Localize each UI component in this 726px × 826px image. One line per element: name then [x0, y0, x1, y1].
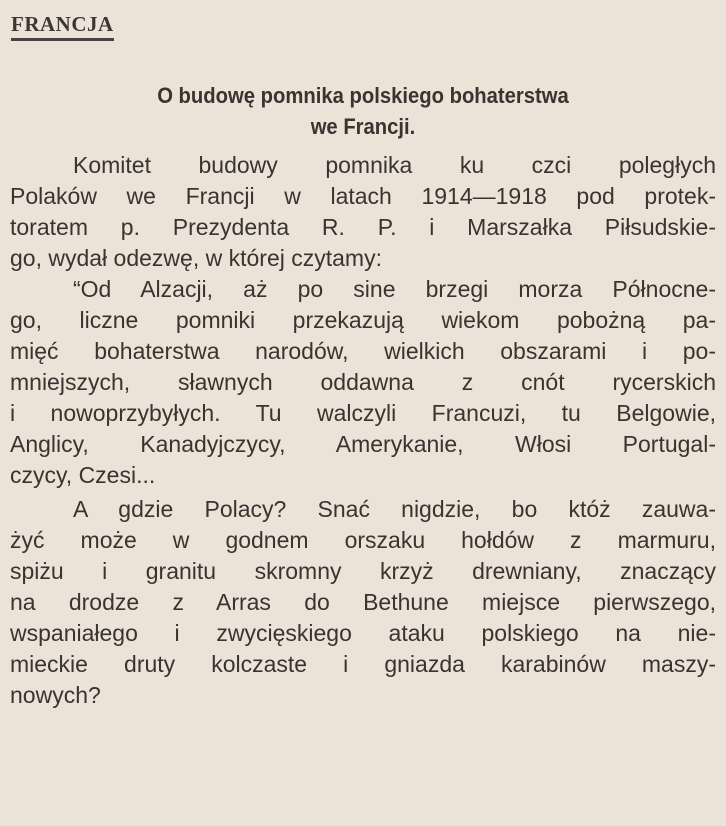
text-line: i nowoprzybyłych. Tu walczyli Francuzi, tu Belgowie, [10, 400, 716, 426]
text-line: nowych? [10, 682, 101, 708]
text-line: mięć bohaterstwa narodów, wielkich obszarami i po- [10, 338, 716, 364]
text-line: mieckie druty kolczaste i gniazda karabinów maszy- [10, 651, 716, 677]
title-line: we Francji. [310, 114, 416, 139]
article-title [29, 80, 697, 142]
article-body [10, 150, 716, 711]
paragraph [10, 274, 716, 491]
section-label: FRANCJA [11, 12, 114, 41]
text-line: Anglicy, Kanadyjczycy, Amerykanie, Włosi Portugal- [10, 431, 716, 457]
text-line: spiżu i granitu skromny krzyż drewniany, znaczący [10, 558, 716, 584]
paragraph [10, 494, 716, 711]
paragraph [10, 150, 716, 274]
text-line: go, wydał odezwę, w której czytamy: [10, 245, 382, 271]
text-line: czycy, Czesi... [10, 462, 156, 488]
text-line: wspaniałego i zwycięskiego ataku polskiego na nie- [10, 620, 716, 646]
text-line: Komitet budowy pomnika ku czci poległych [73, 152, 716, 178]
text-line: Polaków we Francji w latach 1914—1918 pod protek- [10, 183, 716, 209]
title-line: O budowę pomnika polskiego bohaterstwa [157, 83, 569, 108]
text-line: na drodze z Arras do Bethune miejsce pierwszego, [10, 589, 716, 615]
text-line: A gdzie Polacy? Snać nigdzie, bo któż zauwa- [73, 496, 716, 522]
text-line: mniejszych, sławnych oddawna z cnót rycerskich [10, 369, 716, 395]
text-line: “Od Alzacji, aż po sine brzegi morza Północne- [73, 276, 716, 302]
text-line: żyć może w godnem orszaku hołdów z marmuru, [10, 527, 716, 553]
text-line: go, liczne pomniki przekazują wiekom pobożną pa- [10, 307, 716, 333]
text-line: toratem p. Prezydenta R. P. i Marszałka Piłsudskie- [10, 214, 716, 240]
